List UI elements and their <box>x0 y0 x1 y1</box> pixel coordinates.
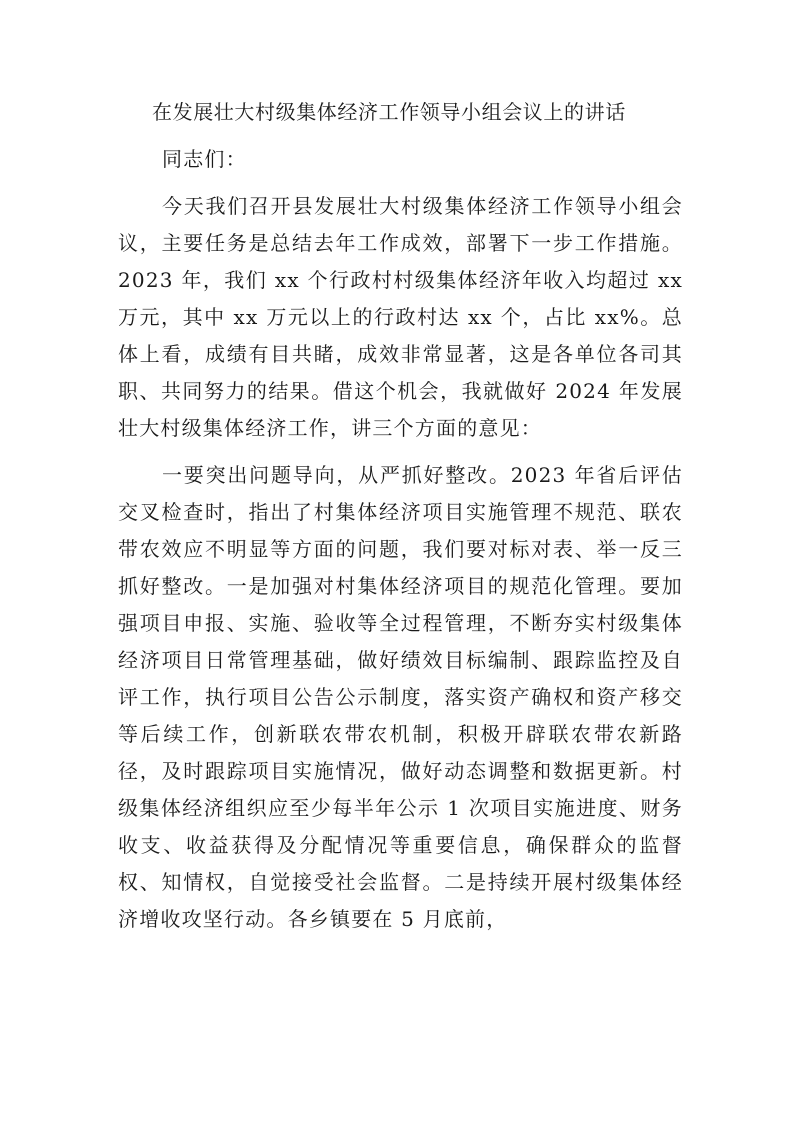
paragraph-point-one: 一要突出问题导向，从严抓好整改。2023 年省后评估交叉检查时，指出了村集体经济项目实施管理不规范、联农带农效应不明显等方面的问题，我们要对标对表、举一反三抓好整改。一是加强对村集体经济项目的规范化管理。要加强项目申报、实施、验收等全过程管理，不断夯实村级集体经济项目日常管理基础，做好绩效目标编制、跟踪监控及自评工作，执行项目公告公示制度，落实资产确权和资产移交等后续工作，创新联农带农机制，积极开辟联农带农新路径，及时跟踪项目实施情况，做好动态调整和数据更新。村级集体经济组织应至少每半年公示 1 次项目实施进度、财务收支、收益获得及分配情况等重要信息，确保群众的监督权、知情权，自觉接受社会监督。二是持续开展村级集体经济增收攻坚行动。各乡镇要在 5 月底前， <box>118 463 683 931</box>
salutation: 同志们： <box>162 147 247 171</box>
document-body <box>118 94 683 938</box>
paragraph-intro: 今天我们召开县发展壮大村级集体经济工作领导小组会议，主要任务是总结去年工作成效，部署下一步工作措施。2023 年，我们 xx 个行政村村级集体经济年收入均超过 xx 万元，其中 xx 万元以上的行政村达 xx 个，占比 xx%。总体上看，成绩有目共睹，成效非常显著，这是各单位各司其职、共同努力的结果。借这个机会，我就做好 2024 年发展壮大村级集体经济工作，讲三个方面的意见： <box>118 194 683 440</box>
document-title: 在发展壮大村级集体经济工作领导小组会议上的讲话 <box>152 100 626 124</box>
